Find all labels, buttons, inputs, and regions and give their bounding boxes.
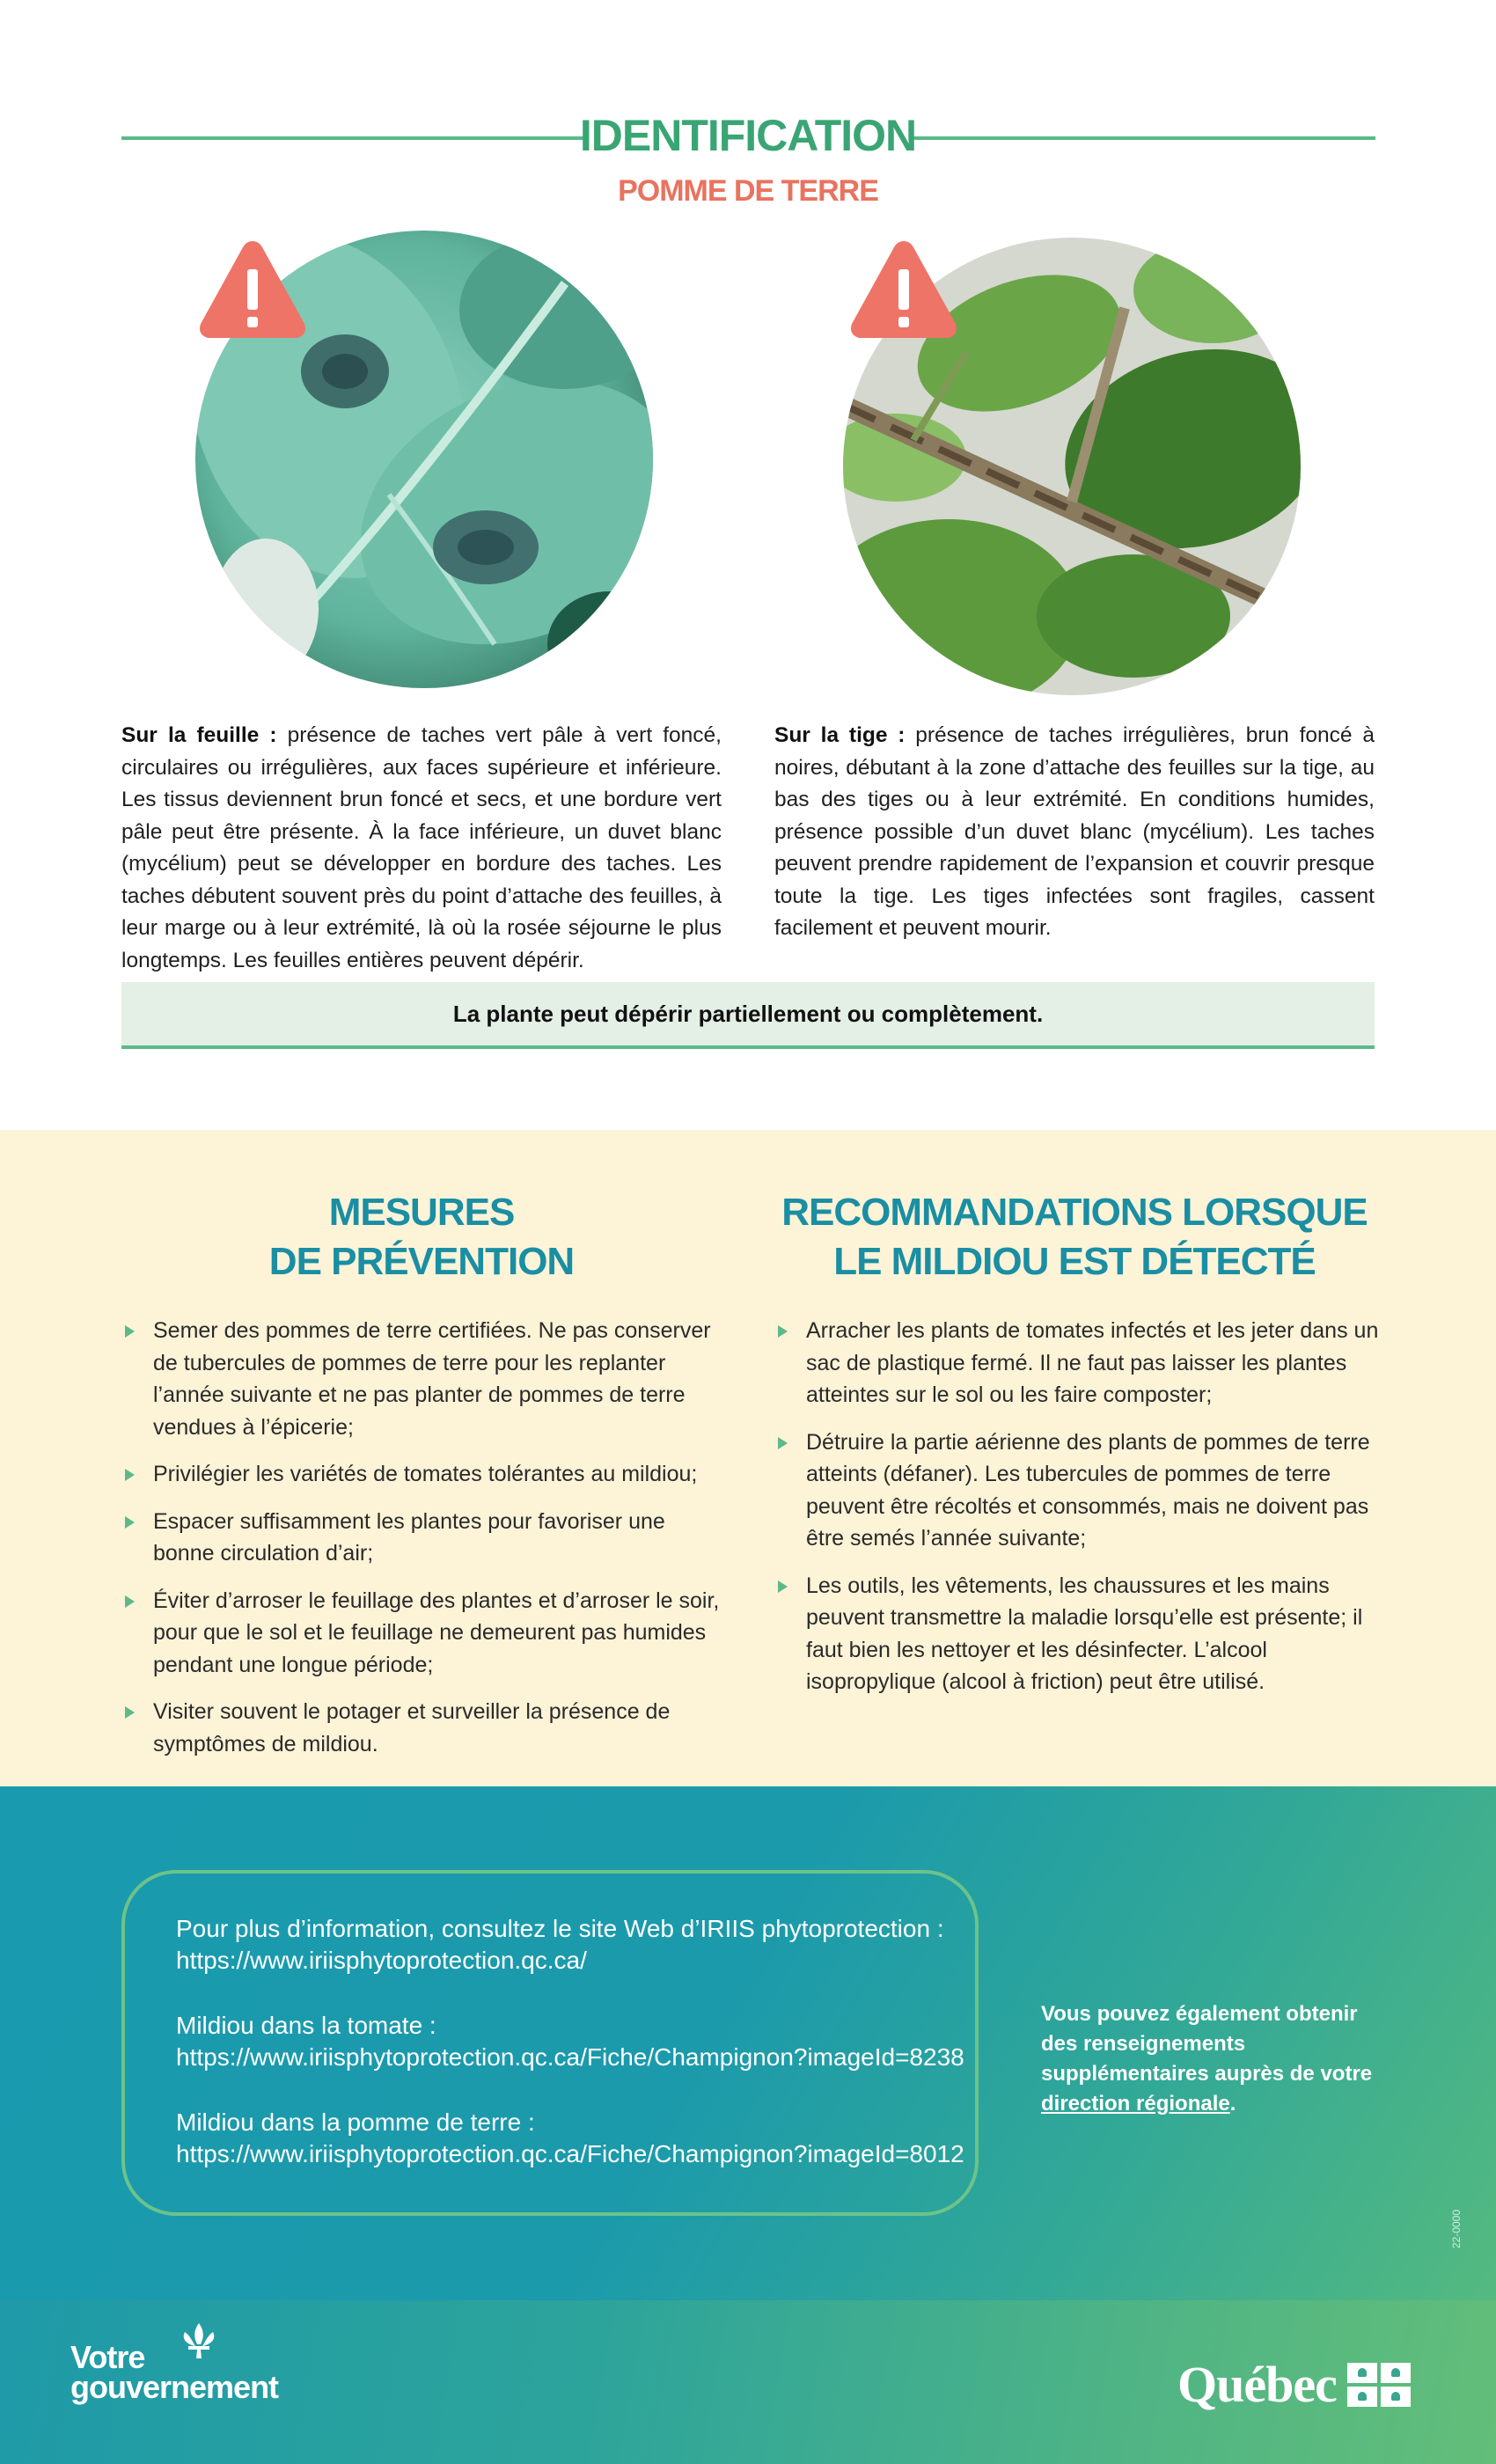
votre-label: Votre: [70, 2339, 145, 2375]
direction-regionale-link[interactable]: direction régionale: [1041, 2092, 1230, 2116]
list-item: [776, 1570, 1383, 1698]
list-item-text: Arracher les plants de tomates infectés et les jeter dans un sac de plastique fermé. Il ne faut pas laisser les plantes atteintes sur le sol ou les faire composter;: [806, 1318, 1379, 1407]
bullet-triangle-icon: [778, 1437, 788, 1449]
info-potato-label: Mildiou dans la pomme de terre :: [176, 2108, 535, 2136]
list-item: [123, 1506, 730, 1570]
list-item: [776, 1426, 1383, 1555]
list-item-text: Visiter souvent le potager et surveiller la présence de symptômes de mildiou.: [153, 1699, 671, 1756]
stem-description: [774, 720, 1375, 945]
votre-gouvernement-logo: [70, 2339, 279, 2405]
warning-icon: [847, 236, 961, 343]
notice-banner: La plante peut dépérir partiellement ou complètement.: [121, 982, 1375, 1049]
fleur-de-lis-icon: [178, 2321, 220, 2360]
quebec-logo: [1177, 2355, 1411, 2414]
list-item-text: Les outils, les vêtements, les chaussures et les mains peuvent transmettre la maladie lorsqu’elle est présente; il faut bien les nettoyer et les désinfecter. L’alcool isopropylique (alcool à friction) peut être utilisé.: [806, 1573, 1363, 1694]
recommendations-title-line1: RECOMMANDATIONS LORSQUE: [781, 1191, 1368, 1234]
recommendations-list: [776, 1315, 1383, 1713]
list-item: [123, 1696, 730, 1760]
bullet-triangle-icon: [125, 1469, 135, 1481]
quebec-flag-icon: [1347, 2363, 1411, 2407]
bullet-triangle-icon: [125, 1516, 135, 1529]
prevention-title-line1: MESURES: [328, 1191, 515, 1234]
quebec-wordmark: Québec: [1177, 2356, 1337, 2413]
gouvernement-label: gouvernement: [70, 2369, 279, 2405]
info-intro-text: Pour plus d’information, consultez le site Web d’IRIIS phytoprotection :: [176, 1915, 944, 1942]
page-subtitle: POMME DE TERRE: [618, 174, 878, 208]
recommendations-title-line2: LE MILDIOU EST DÉTECTÉ: [833, 1240, 1316, 1283]
leaf-description-text: présence de taches vert pâle à vert foncé, circulaires ou irrégulières, aux faces supérieure et inférieure. Les tissus deviennent brun foncé et secs, et une bordure vert pâle peut être présente. À la face inférieure, un duvet blanc (mycélium) peut se développer en bordure des taches. Les taches débutent souvent près du point d’attache des feuilles, à leur marge ou à leur extrémité, là où la rosée séjourne le plus longtemps. Les feuilles entières peuvent dépérir.: [121, 723, 722, 972]
bullet-triangle-icon: [125, 1325, 135, 1338]
list-item: [123, 1585, 730, 1682]
leaf-description-lead: Sur la feuille :: [121, 723, 277, 747]
bullet-triangle-icon: [778, 1325, 788, 1338]
side-note-end: .: [1229, 2092, 1236, 2116]
info-tomato-link[interactable]: https://www.iriisphytoprotection.qc.ca/Fiche/Champignon?imageId=8238: [176, 2043, 964, 2071]
list-item-text: Éviter d’arroser le feuillage des plantes et d’arroser le soir, pour que le sol et le feuillage ne demeurent pas humides pendant une longue période;: [153, 1588, 720, 1677]
prevention-list: [123, 1315, 730, 1775]
list-item-text: Détruire la partie aérienne des plants de pommes de terre atteints (défaner). Les tubercules de pommes de terre peuvent être récoltés et consommés, mais ne doivent pas être semés l’année suivante;: [806, 1429, 1370, 1551]
document-code: 22-0000: [1450, 2209, 1463, 2248]
info-tomato-label: Mildiou dans la tomate :: [176, 2012, 436, 2039]
list-item-text: Privilégier les variétés de tomates tolérantes au mildiou;: [153, 1462, 698, 1486]
list-item-text: Espacer suffisamment les plantes pour favoriser une bonne circulation d’air;: [153, 1508, 665, 1566]
stem-description-text: présence de taches irrégulières, brun foncé à noires, débutant à la zone d’attache des feuilles sur la tige, au bas des tiges ou à leur extrémité. En conditions humides, présence possible d’un duvet blanc (mycélium). Les taches peuvent prendre rapidement de l’expansion et couvrir presque toute la tige. Les tiges infectées sont fragiles, cassent facilement et peuvent mourir.: [774, 723, 1375, 940]
recommendations-title: [774, 1188, 1375, 1287]
bullet-triangle-icon: [125, 1706, 135, 1719]
side-note: [1041, 1999, 1393, 2119]
prevention-title-line2: DE PRÉVENTION: [268, 1240, 575, 1283]
info-intro-link[interactable]: https://www.iriisphytoprotection.qc.ca/: [176, 1947, 587, 1974]
list-item: [776, 1315, 1383, 1412]
bullet-triangle-icon: [125, 1595, 135, 1608]
list-item: [123, 1315, 730, 1443]
info-potato: [176, 2107, 964, 2170]
list-item-text: Semer des pommes de terre certifiées. Ne pas conserver de tubercules de pommes de terre pour les replanter l’année suivante et ne pas planter de pommes de terre vendues à l’épicerie;: [153, 1318, 711, 1440]
stem-description-lead: Sur la tige :: [774, 723, 906, 747]
info-tomato: [176, 2010, 964, 2073]
list-item: [123, 1458, 730, 1491]
info-potato-link[interactable]: https://www.iriisphytoprotection.qc.ca/Fiche/Champignon?imageId=8012: [176, 2140, 964, 2167]
prevention-title: [121, 1188, 722, 1287]
leaf-description: [121, 720, 722, 977]
bullet-triangle-icon: [778, 1580, 788, 1593]
info-intro: [176, 1913, 944, 1976]
side-note-text: Vous pouvez également obtenir des renseignements supplémentaires auprès de votre: [1041, 2002, 1373, 2086]
page-title: IDENTIFICATION: [579, 111, 917, 160]
warning-icon: [195, 236, 310, 343]
